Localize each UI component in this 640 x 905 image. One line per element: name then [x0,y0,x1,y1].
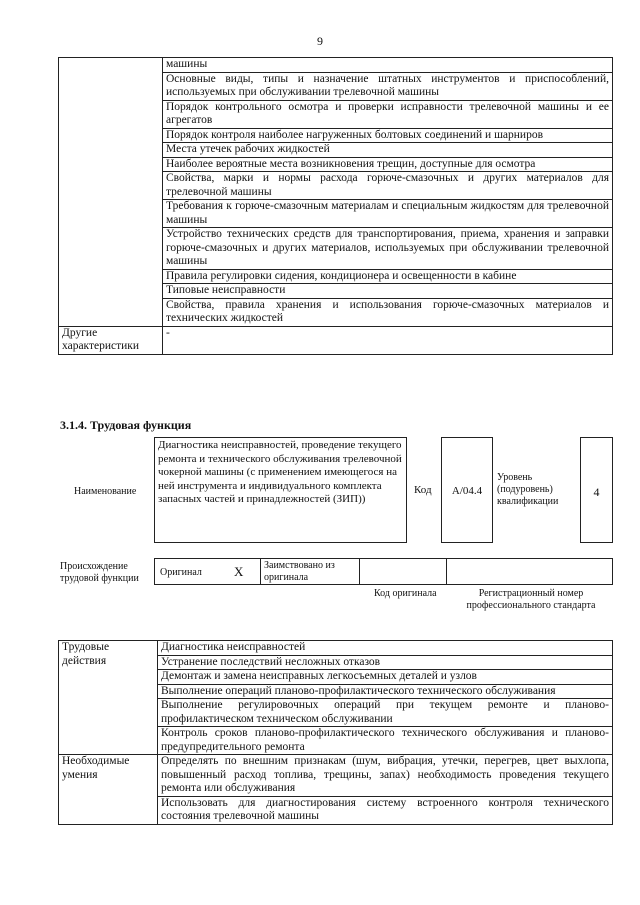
table-row: Диагностика неисправностей [158,641,613,656]
code-original-caption: Код оригинала [374,588,437,599]
page-number: 9 [317,34,323,48]
original-mark: X [234,564,244,579]
table-row: Правила регулировки сидения, кондиционера и освещенности в кабине [163,269,613,284]
other-characteristics-value: - [163,326,613,354]
table-row: Определять по внешним признакам (шум, вибрация, утечки, перегрев, цвет выхлопа, повышенный расход топлива, трещины, запах) необходимость проведения текущего ремонта или обслуживания [158,755,613,797]
table-row: Выполнение операций планово-профилактического технического обслуживания [158,684,613,699]
section-title: 3.1.4. Трудовая функция [60,418,192,432]
empty-label-cell [59,58,163,327]
table-row: Наиболее вероятные места возникновения трещин, доступные для осмотра [163,157,613,172]
table-row: Устранение последствий несложных отказов [158,655,613,670]
table-row: Свойства, правила хранения и использования горюче-смазочных материалов и технических жидкостей [163,298,613,326]
table-row: Свойства, марки и нормы расхода горюче-смазочных и других материалов для трелевочной машины [163,172,613,200]
labor-actions-label: Трудовые действия [59,641,158,755]
table-row: Порядок контроля наиболее нагруженных болтовых соединений и шарниров [163,128,613,143]
skills-label: Необходимые умения [59,755,158,825]
code-label: Код [414,484,432,496]
table-row: Порядок контрольного осмотра и проверки исправности трелевочной машины и ее агрегатов [163,100,613,128]
code-value: A/04.4 [441,437,493,543]
reg-number-caption: Регистрационный номер профессионального стандарта [466,588,596,611]
level-label: Уровень (подуровень) квалификации [497,472,559,507]
borrowed-label: Заимствовано из оригинала [264,560,335,583]
table-row: Типовые неисправности [163,284,613,299]
origin-divider [260,558,261,585]
origin-divider [359,558,360,585]
original-label: Оригинал [160,567,202,578]
actions-table [58,640,613,825]
name-label: Наименование [74,486,137,497]
function-name-box: Диагностика неисправностей, проведение текущего ремонта и технического обслуживания трелевочной чокерной машины (с применением имеющегося на ней инструмента и индивидуального комплекта запасных частей и принадлежностей (ЗИП)) [154,437,407,543]
table-row: Устройство технических средств для транспортирования, приема, хранения и заправки горюче-смазочных и других материалов, используемых при обслуживании трелевочной машины [163,228,613,270]
level-value: 4 [580,437,613,543]
other-characteristics-label: Другие характеристики [59,326,163,354]
table-row: машины [163,58,613,73]
table-row: Демонтаж и замена неисправных легкосъемных деталей и узлов [158,670,613,685]
table-row: Требования к горюче-смазочным материалам и специальным жидкостям для трелевочной машины [163,200,613,228]
origin-label: Происхождение трудовой функции [60,561,139,584]
table-row: Места утечек рабочих жидкостей [163,143,613,158]
table-row: Выполнение регулировочных операций при текущем ремонте и планово-профилактическом техническом обслуживании [158,699,613,727]
origin-box [154,558,613,585]
table-row: Контроль сроков планово-профилактического технического обслуживания и планово-предупредительного ремонта [158,727,613,755]
table-row: Использовать для диагностирования систему встроенного контроля технического состояния трелевочной машины [158,796,613,824]
origin-divider [446,558,447,585]
table-row: Основные виды, типы и назначение штатных инструментов и приспособлений, используемых при обслуживании трелевочной машины [163,72,613,100]
knowledge-table [58,57,613,355]
